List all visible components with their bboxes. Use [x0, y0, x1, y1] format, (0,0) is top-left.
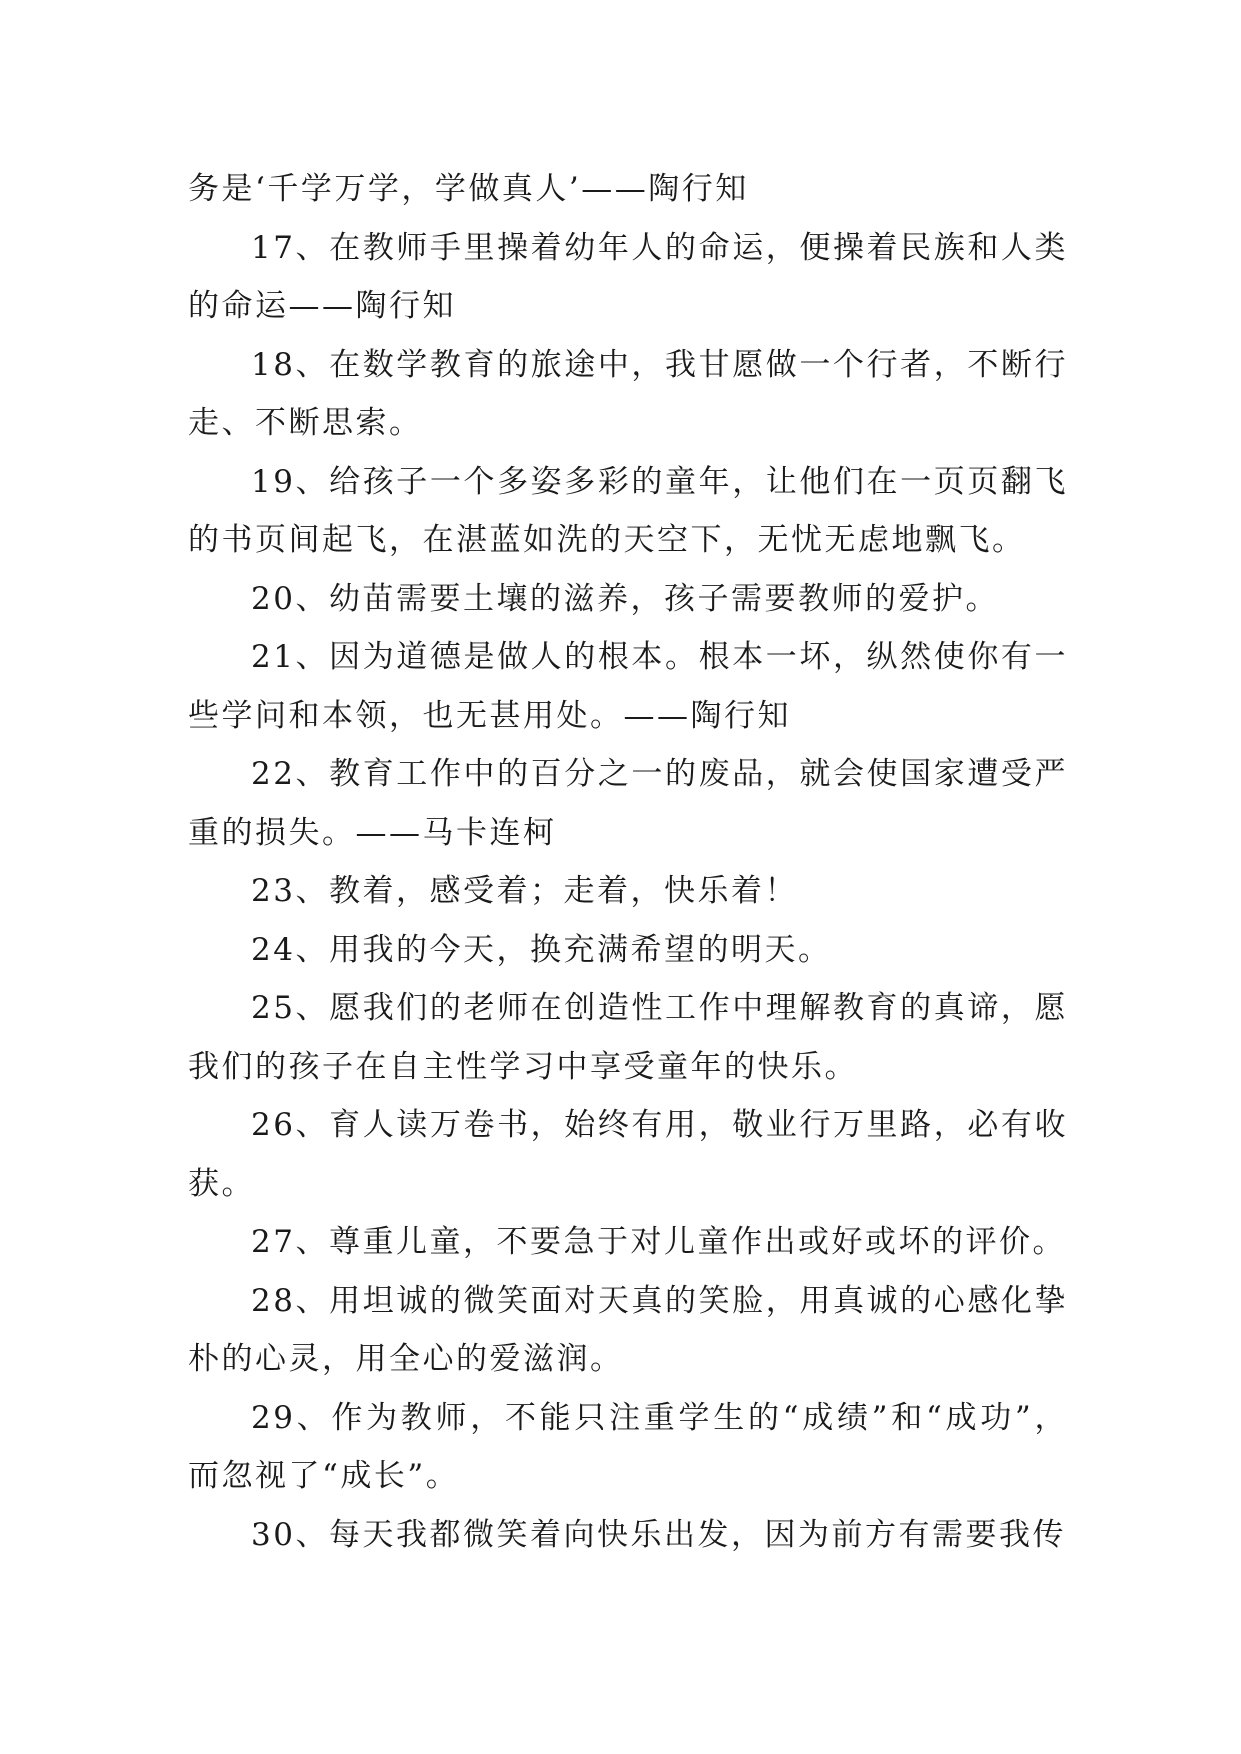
paragraph-item-22: 22、教育工作中的百分之一的废品，就会使国家遭受严重的损失。——马卡连柯: [188, 756, 1068, 851]
paragraph-item-19: 19、给孩子一个多姿多彩的童年，让他们在一页页翻飞的书页间起飞，在湛蓝如洗的天空下，无忧无虑地飘飞。: [188, 463, 1068, 558]
paragraph-item-21: 21、因为道德是做人的根本。根本一坏，纵然使你有一些学问和本领，也无甚用处。——陶行知: [188, 639, 1068, 734]
paragraph-item-27: 27、尊重儿童，不要急于对儿童作出或好或坏的评价。: [251, 1224, 1066, 1260]
document-body: [188, 160, 1068, 1564]
paragraph-item-28: 28、用坦诚的微笑面对天真的笑脸，用真诚的心感化挚朴的心灵，用全心的爱滋润。: [188, 1282, 1068, 1377]
paragraph-item-17: 17、在教师手里操着幼年人的命运，便操着民族和人类的命运——陶行知: [188, 229, 1068, 324]
paragraph-item-25: 25、愿我们的老师在创造性工作中理解教育的真谛，愿我们的孩子在自主性学习中享受童年的快乐。: [188, 990, 1068, 1085]
paragraph-item-20: 20、幼苗需要土壤的滋养，孩子需要教师的爱护。: [251, 580, 999, 617]
paragraph-item-18: 18、在数学教育的旅途中，我甘愿做一个行者，不断行走、不断思索。: [188, 346, 1068, 441]
paragraph-item-23: 23、教着，感受着；走着，快乐着！: [251, 873, 798, 909]
paragraph-item-24: 24、用我的今天，换充满希望的明天。: [251, 931, 832, 968]
paragraph-item-26: 26、育人读万卷书，始终有用，敬业行万里路，必有收获。: [188, 1107, 1068, 1202]
paragraph-item-29: 29、作为教师，不能只注重学生的“成绩”和“成功”，而忽视了“成长”。: [188, 1399, 1068, 1494]
paragraph-continuation: 务是‘千学万学，学做真人’——陶行知: [188, 171, 749, 207]
paragraph-item-30: 30、每天我都微笑着向快乐出发，因为前方有需要我传: [251, 1516, 1066, 1553]
